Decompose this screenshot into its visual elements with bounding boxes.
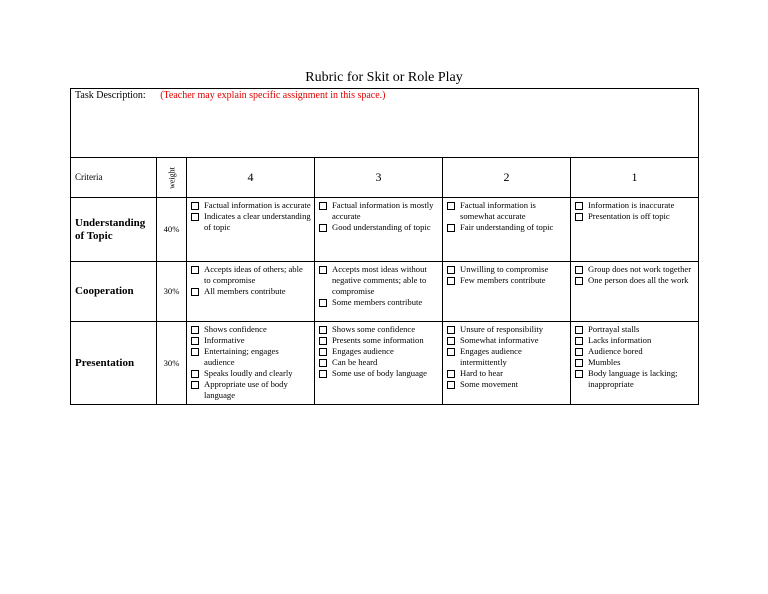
checkbox-icon[interactable]	[575, 370, 583, 378]
item-text: Factual information is accurate	[204, 200, 311, 210]
checkbox-icon[interactable]	[447, 326, 455, 334]
checkbox-item[interactable]	[318, 368, 439, 379]
checkbox-icon[interactable]	[575, 202, 583, 210]
score-header-4: 4	[187, 158, 315, 198]
checkbox-item[interactable]	[190, 379, 311, 401]
checkbox-item[interactable]	[446, 379, 567, 390]
item-text: Some use of body language	[332, 368, 427, 378]
item-text: Can be heard	[332, 357, 378, 367]
item-text: Presents some information	[332, 335, 424, 345]
score-cell-3	[315, 262, 443, 322]
checkbox-item[interactable]	[446, 222, 567, 233]
rubric-table	[70, 88, 699, 405]
checkbox-icon[interactable]	[447, 381, 455, 389]
checkbox-icon[interactable]	[191, 288, 199, 296]
criteria-weight: 30%	[157, 262, 187, 322]
checkbox-item[interactable]	[446, 368, 567, 379]
score-cell-1	[571, 262, 699, 322]
item-text: Indicates a clear understanding of topic	[204, 211, 311, 232]
checkbox-icon[interactable]	[447, 337, 455, 345]
checkbox-item[interactable]	[574, 264, 695, 275]
checkbox-item[interactable]	[318, 200, 439, 222]
checkbox-icon[interactable]	[319, 266, 327, 274]
page-title: Rubric for Skit or Role Play	[305, 70, 463, 85]
checkbox-icon[interactable]	[191, 381, 199, 389]
checkbox-item[interactable]	[190, 286, 311, 297]
item-text: Few members contribute	[460, 275, 546, 285]
checkbox-item[interactable]	[574, 335, 695, 346]
score-header-2: 2	[443, 158, 571, 198]
checkbox-item[interactable]	[190, 346, 311, 368]
checkbox-icon[interactable]	[319, 202, 327, 210]
score-cell-2	[443, 322, 571, 405]
checkbox-item[interactable]	[574, 357, 695, 368]
header-row	[71, 158, 699, 198]
checkbox-item[interactable]	[190, 324, 311, 335]
item-text: Accepts most ideas without negative comments; able to compromise	[332, 264, 427, 296]
item-text: Some movement	[460, 379, 518, 389]
checkbox-item[interactable]	[446, 324, 567, 335]
score-cell-3	[315, 198, 443, 262]
checkbox-icon[interactable]	[319, 224, 327, 232]
checkbox-item[interactable]	[446, 200, 567, 222]
checkbox-icon[interactable]	[575, 277, 583, 285]
checkbox-item[interactable]	[318, 264, 439, 297]
score-header-3: 3	[315, 158, 443, 198]
item-text: Mumbles	[588, 357, 621, 367]
checkbox-icon[interactable]	[319, 326, 327, 334]
item-text: Presentation is off topic	[588, 211, 670, 221]
criteria-label: Understanding of Topic	[71, 198, 157, 262]
score-cell-4	[187, 262, 315, 322]
item-text: Appropriate use of body language	[204, 379, 288, 400]
item-text: Unwilling to compromise	[460, 264, 549, 274]
item-text: Factual information is mostly accurate	[332, 200, 434, 221]
checkbox-icon[interactable]	[319, 370, 327, 378]
task-description-row	[71, 89, 699, 158]
checkbox-item[interactable]	[318, 346, 439, 357]
checkbox-icon[interactable]	[191, 266, 199, 274]
checkbox-item[interactable]	[446, 275, 567, 286]
item-text: Lacks information	[588, 335, 652, 345]
checkbox-icon[interactable]	[447, 370, 455, 378]
item-text: Entertaining; engages audience	[204, 346, 279, 367]
item-text: Group does not work together	[588, 264, 692, 274]
checkbox-item[interactable]	[318, 357, 439, 368]
checkbox-item[interactable]	[190, 264, 311, 286]
checkbox-item[interactable]	[574, 324, 695, 335]
checkbox-icon[interactable]	[191, 370, 199, 378]
item-text: Accepts ideas of others; able to compromise	[204, 264, 303, 285]
checkbox-icon[interactable]	[319, 359, 327, 367]
criteria-row-understanding	[71, 198, 699, 262]
item-text: Shows confidence	[204, 324, 267, 334]
item-text: Portrayal stalls	[588, 324, 640, 334]
item-text: Speaks loudly and clearly	[204, 368, 293, 378]
checkbox-icon[interactable]	[447, 348, 455, 356]
checkbox-item[interactable]	[190, 368, 311, 379]
task-description-note: (Teacher may explain specific assignment in this space.)	[160, 90, 386, 101]
criteria-label: Cooperation	[71, 262, 157, 322]
checkbox-icon[interactable]	[447, 277, 455, 285]
checkbox-icon[interactable]	[319, 337, 327, 345]
criteria-weight: 30%	[157, 322, 187, 405]
score-cell-2	[443, 198, 571, 262]
checkbox-icon[interactable]	[575, 348, 583, 356]
item-text: Audience bored	[588, 346, 643, 356]
checkbox-icon[interactable]	[575, 326, 583, 334]
score-header-1: 1	[571, 158, 699, 198]
score-cell-1	[571, 198, 699, 262]
criteria-row-presentation	[71, 322, 699, 405]
checkbox-item[interactable]	[574, 275, 695, 286]
score-cell-4	[187, 198, 315, 262]
checkbox-icon[interactable]	[191, 348, 199, 356]
criteria-label: Presentation	[71, 322, 157, 405]
checkbox-item[interactable]	[574, 346, 695, 357]
checkbox-icon[interactable]	[447, 202, 455, 210]
checkbox-icon[interactable]	[191, 213, 199, 221]
checkbox-item[interactable]	[446, 335, 567, 346]
checkbox-item[interactable]	[574, 368, 695, 390]
criteria-weight: 40%	[157, 198, 187, 262]
item-text: One person does all the work	[588, 275, 689, 285]
task-description-label: Task Description:	[75, 90, 146, 101]
checkbox-item[interactable]	[318, 297, 439, 308]
item-text: All members contribute	[204, 286, 286, 296]
score-cell-4	[187, 322, 315, 405]
checkbox-icon[interactable]	[575, 359, 583, 367]
weight-header	[157, 158, 187, 198]
item-text: Informative	[204, 335, 245, 345]
item-text: Fair understanding of topic	[460, 222, 554, 232]
criteria-row-cooperation	[71, 262, 699, 322]
checkbox-icon[interactable]	[319, 348, 327, 356]
checkbox-icon[interactable]	[575, 213, 583, 221]
task-description-cell	[71, 89, 699, 158]
item-text: Engages audience	[332, 346, 394, 356]
checkbox-item[interactable]	[318, 335, 439, 346]
checkbox-item[interactable]	[574, 200, 695, 211]
checkbox-item[interactable]	[446, 346, 567, 368]
checkbox-item[interactable]	[190, 200, 311, 211]
checkbox-item[interactable]	[318, 324, 439, 335]
checkbox-item[interactable]	[190, 211, 311, 233]
score-cell-3	[315, 322, 443, 405]
score-cell-1	[571, 322, 699, 405]
score-cell-2	[443, 262, 571, 322]
item-text: Engages audience intermittently	[460, 346, 522, 367]
item-text: Good understanding of topic	[332, 222, 431, 232]
checkbox-icon[interactable]	[191, 202, 199, 210]
checkbox-icon[interactable]	[575, 337, 583, 345]
weight-header-label: weight	[167, 166, 176, 189]
item-text: Somewhat informative	[460, 335, 539, 345]
item-text: Some members contribute	[332, 297, 423, 307]
item-text: Body language is lacking; inappropriate	[588, 368, 678, 389]
checkbox-icon[interactable]	[447, 224, 455, 232]
checkbox-icon[interactable]	[575, 266, 583, 274]
item-text: Factual information is somewhat accurate	[460, 200, 536, 221]
checkbox-icon[interactable]	[319, 299, 327, 307]
checkbox-item[interactable]	[318, 222, 439, 233]
checkbox-icon[interactable]	[191, 337, 199, 345]
item-text: Information is inaccurate	[588, 200, 675, 210]
criteria-header: Criteria	[71, 158, 157, 198]
checkbox-icon[interactable]	[447, 266, 455, 274]
checkbox-item[interactable]	[574, 211, 695, 222]
item-text: Unsure of responsibility	[460, 324, 544, 334]
checkbox-icon[interactable]	[191, 326, 199, 334]
checkbox-item[interactable]	[190, 335, 311, 346]
item-text: Shows some confidence	[332, 324, 416, 334]
item-text: Hard to hear	[460, 368, 503, 378]
checkbox-item[interactable]	[446, 264, 567, 275]
